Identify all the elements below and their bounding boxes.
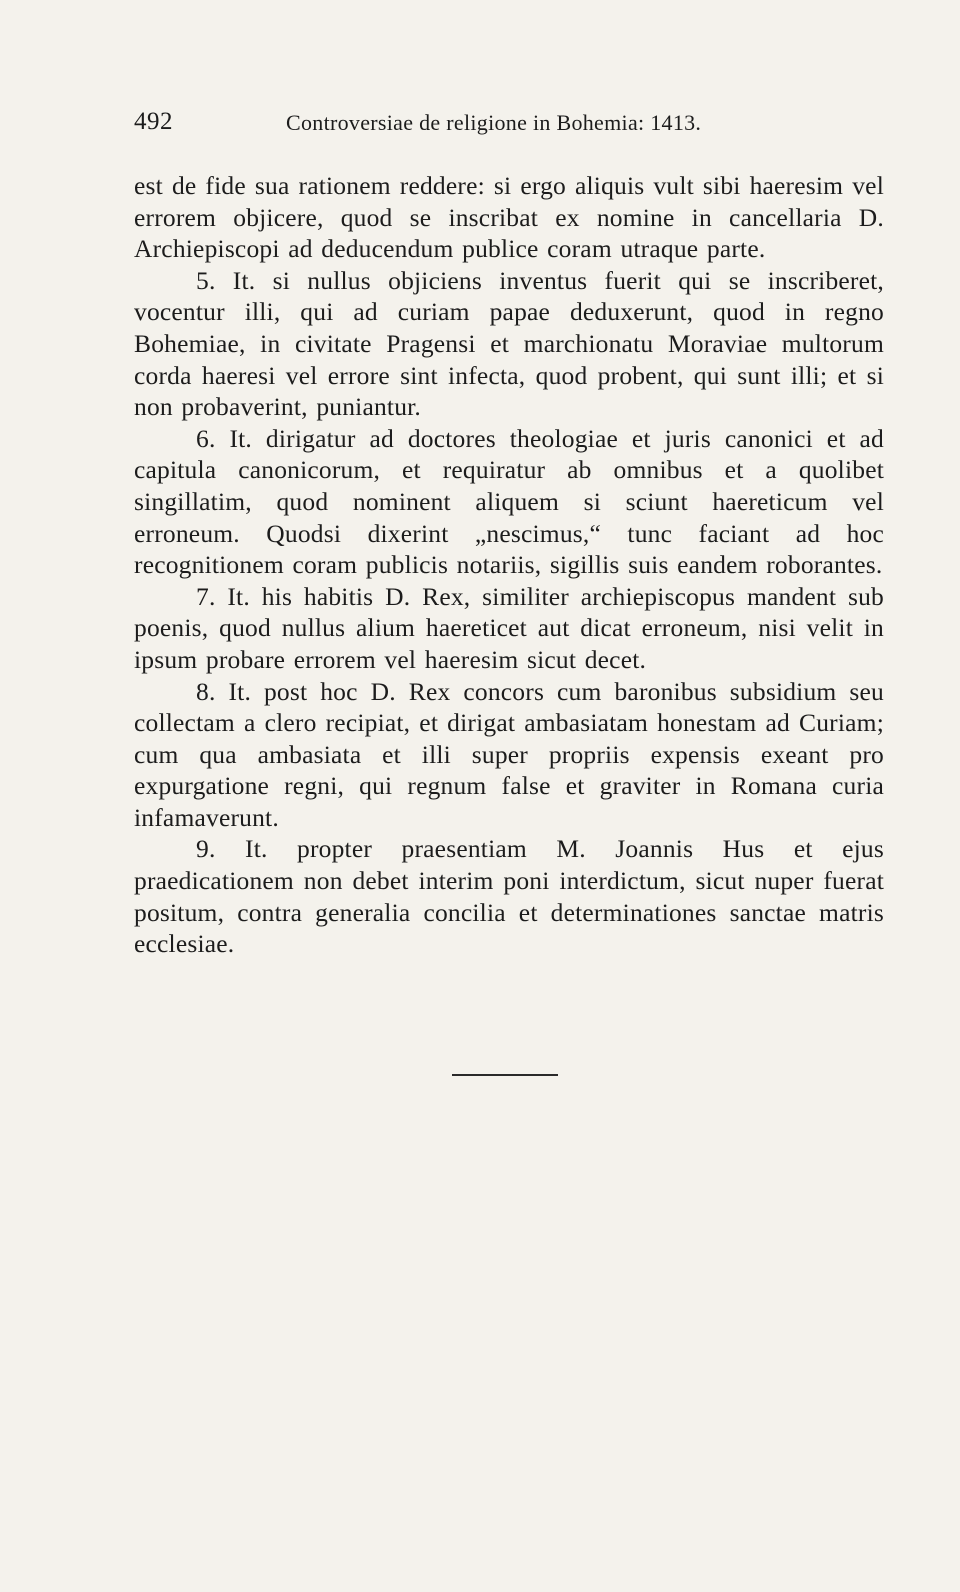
section-end-rule	[452, 1074, 558, 1076]
paragraph-item-6: 6. It. dirigatur ad doctores theologiae et juris canonici et ad capitula canonicorum, et requiratur ab omnibus et a quolibet singillatim, quod nominent aliquem si sciunt haereticum vel erroneum. Quodsi dixerint „nescimus,“ tunc faciant ad hoc recognitionem coram publicis notariis, sigillis suis eandem roborantes.	[134, 423, 884, 580]
paragraph-item-5: 5. It. si nullus objiciens inventus fuerit qui se inscriberet, vocentur illi, qui ad curiam papae deduxerunt, quod in regno Bohemiae, in civitate Pragensi et marchionatu Moraviae multorum corda haeresi vel errore sint infecta, quod probent, qui sunt illi; et si non probaverint, puniantur.	[134, 265, 884, 422]
paragraph-item-7: 7. It. his habitis D. Rex, similiter archiepiscopus mandent sub poenis, quod nullus alium haereticet aut dicat erroneum, nisi velit in ipsum probare errorem vel haeresim sicut decet.	[134, 581, 884, 674]
page-number: 492	[134, 108, 173, 135]
body-text	[134, 170, 884, 960]
paragraph-item-8: 8. It. post hoc D. Rex concors cum baronibus subsidium seu collectam a clero recipiat, et dirigat ambasiatam honestam ad Curiam; cum qua ambasiata et illi super propriis expensis exeant pro expurgatione regni, qui regnum false et graviter in Romana curia infamaverunt.	[134, 676, 884, 832]
paragraph-continuation: est de fide sua rationem reddere: si ergo aliquis vult sibi haeresim vel errorem objicere, quod se inscribat ex nomine in cancellaria D. Archiepiscopi ad deducendum publice coram utraque parte.	[134, 171, 884, 264]
paragraph-item-9: 9. It. propter praesentiam M. Joannis Hus et ejus praedicationem non debet interim poni interdictum, sicut nuper fuerat positum, contra generalia concilia et determinationes sanctae matris ecclesiae.	[134, 834, 884, 959]
page-header	[134, 108, 874, 144]
running-title: Controversiae de religione in Bohemia: 1413.	[286, 110, 702, 135]
